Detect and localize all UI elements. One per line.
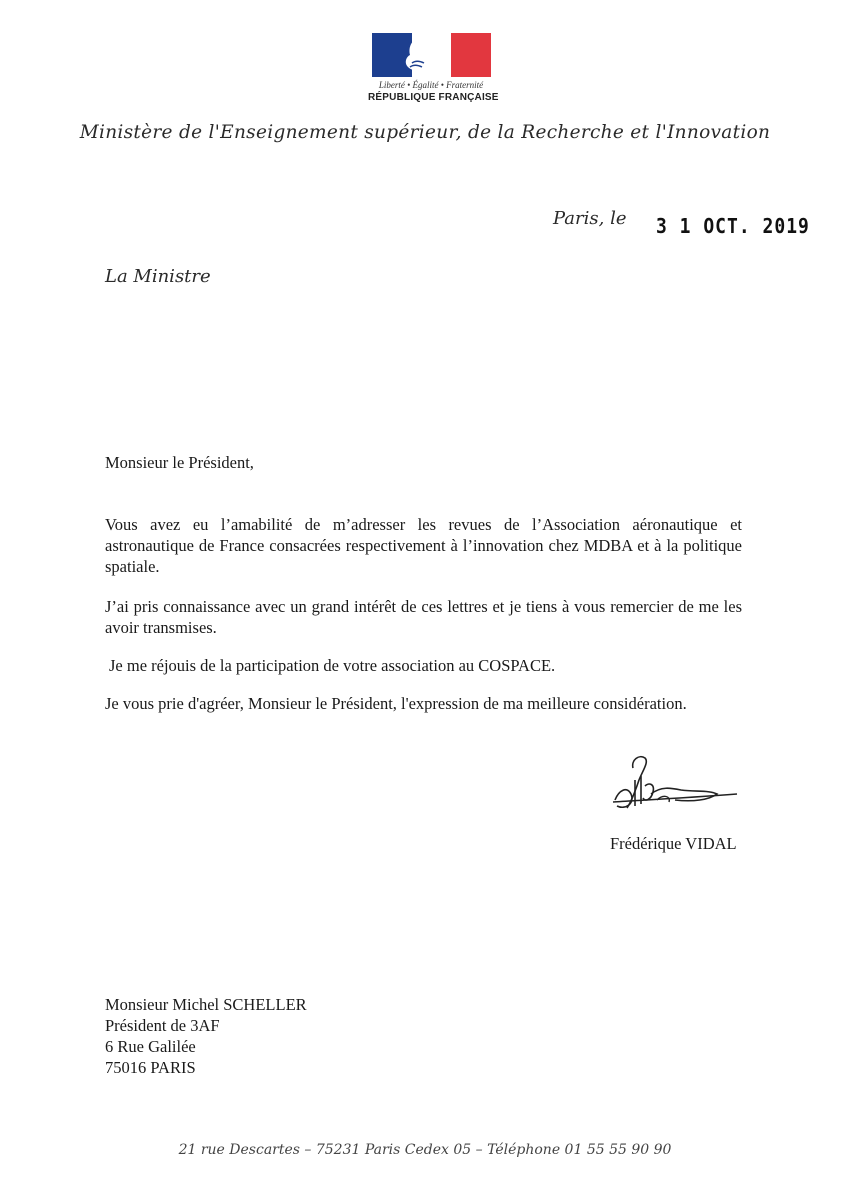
salutation: Monsieur le Président,: [105, 453, 254, 472]
tricolor-flag: [372, 33, 491, 77]
letter-paragraph-4: Je vous prie d'agréer, Monsieur le Président, l'expression de ma meilleure considération.: [105, 694, 687, 713]
recipient-name: Monsieur Michel SCHELLER: [105, 995, 307, 1014]
ministry-name: Ministère de l'Enseignement supérieur, de la Recherche et l'Innovation: [79, 122, 771, 143]
footer-address: 21 rue Descartes – 75231 Paris Cedex 05 – Téléphone 01 55 55 90 90: [178, 1142, 672, 1158]
author-title: La Ministre: [105, 266, 211, 287]
letter-paragraph-3: Je me réjouis de la participation de votre association au COSPACE.: [109, 656, 556, 675]
recipient-city: 75016 PARIS: [105, 1058, 196, 1077]
marianne-profile-icon: [398, 33, 438, 77]
handwritten-signature: [605, 750, 745, 820]
republic-motto: Liberté • Égalité • Fraternité: [378, 80, 484, 90]
recipient-address: [105, 994, 307, 1078]
flag-red-band: [451, 33, 491, 77]
flag-white-band: [412, 33, 452, 77]
recipient-title: Président de 3AF: [105, 1016, 220, 1035]
republic-name: RÉPUBLIQUE FRANÇAISE: [368, 92, 499, 103]
letter-paragraph-2: J’ai pris connaissance avec un grand intérêt de ces lettres et je tiens à vous remercier de me les avoir transmises.: [105, 597, 742, 637]
date-stamp: 3 1 OCT. 2019: [656, 214, 810, 239]
letter-paragraph-1: Vous avez eu l’amabilité de m’adresser les revues de l’Association aéronautique et astronautique de France consacrées respectivement à l’innovation chez MDBA et à la politique spatiale.: [105, 515, 742, 576]
marianne-logo: [368, 33, 499, 108]
recipient-street: 6 Rue Galilée: [105, 1037, 196, 1056]
dateline-place: Paris, le: [553, 208, 627, 229]
signatory-name: Frédérique VIDAL: [610, 834, 737, 853]
